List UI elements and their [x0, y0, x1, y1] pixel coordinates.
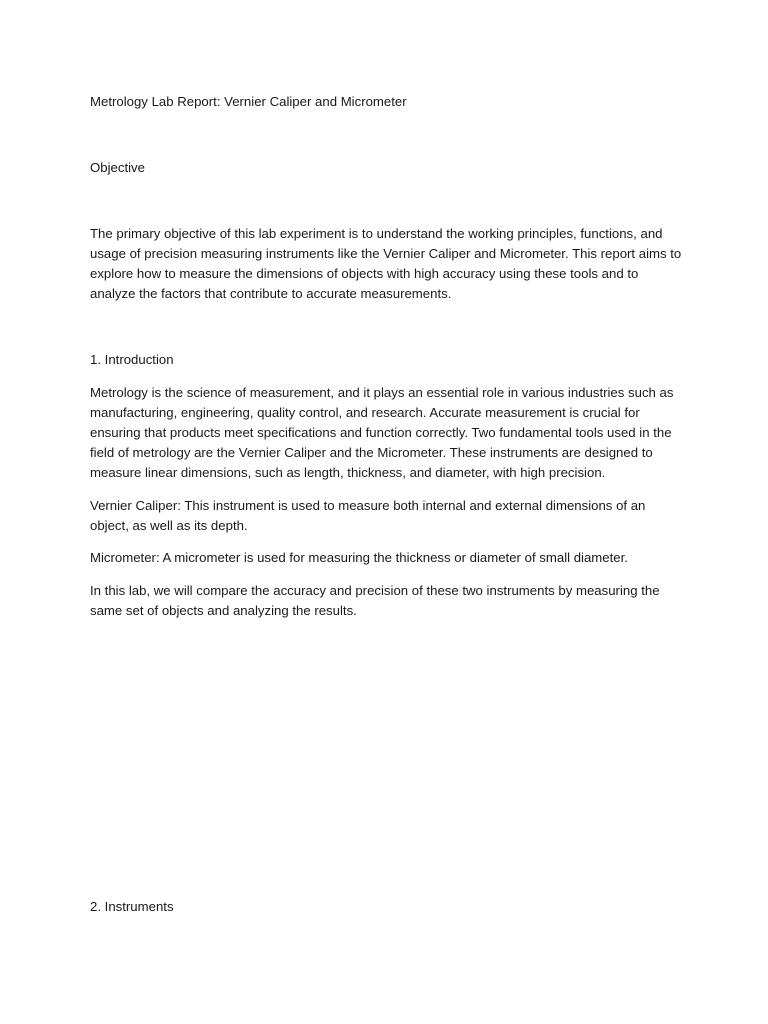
instruments-heading: 2. Instruments — [90, 899, 174, 914]
document-title: Metrology Lab Report: Vernier Caliper and Micrometer — [90, 94, 407, 109]
comparison-paragraph: In this lab, we will compare the accuracy and precision of these two instruments by measuring the same set of objects and analyzing the results. — [90, 583, 660, 618]
objective-paragraph: The primary objective of this lab experiment is to understand the working principles, functions, and usage of precision measuring instruments like the Vernier Caliper and Micrometer. This report aims to explore how to measure the dimensions of objects with high accuracy using these tools and to analyze the factors that contribute to accurate measurements. — [90, 226, 682, 301]
micrometer-paragraph: Micrometer: A micrometer is used for measuring the thickness or diameter of small diameter. — [90, 550, 628, 565]
introduction-paragraph: Metrology is the science of measurement, and it plays an essential role in various industries such as manufacturing, engineering, quality control, and research. Accurate measurement is crucial for ensuring that products meet specifications and function correctly. Two fundamental tools used in the field of metrology are the Vernier Caliper and the Micrometer. These instruments are designed to measure linear dimensions, such as length, thickness, and diameter, with high precision. — [90, 385, 674, 480]
objective-heading: Objective — [90, 160, 145, 175]
vernier-caliper-paragraph: Vernier Caliper: This instrument is used to measure both internal and external dimensions of an object, as well as its depth. — [90, 498, 646, 533]
introduction-heading: 1. Introduction — [90, 352, 174, 367]
